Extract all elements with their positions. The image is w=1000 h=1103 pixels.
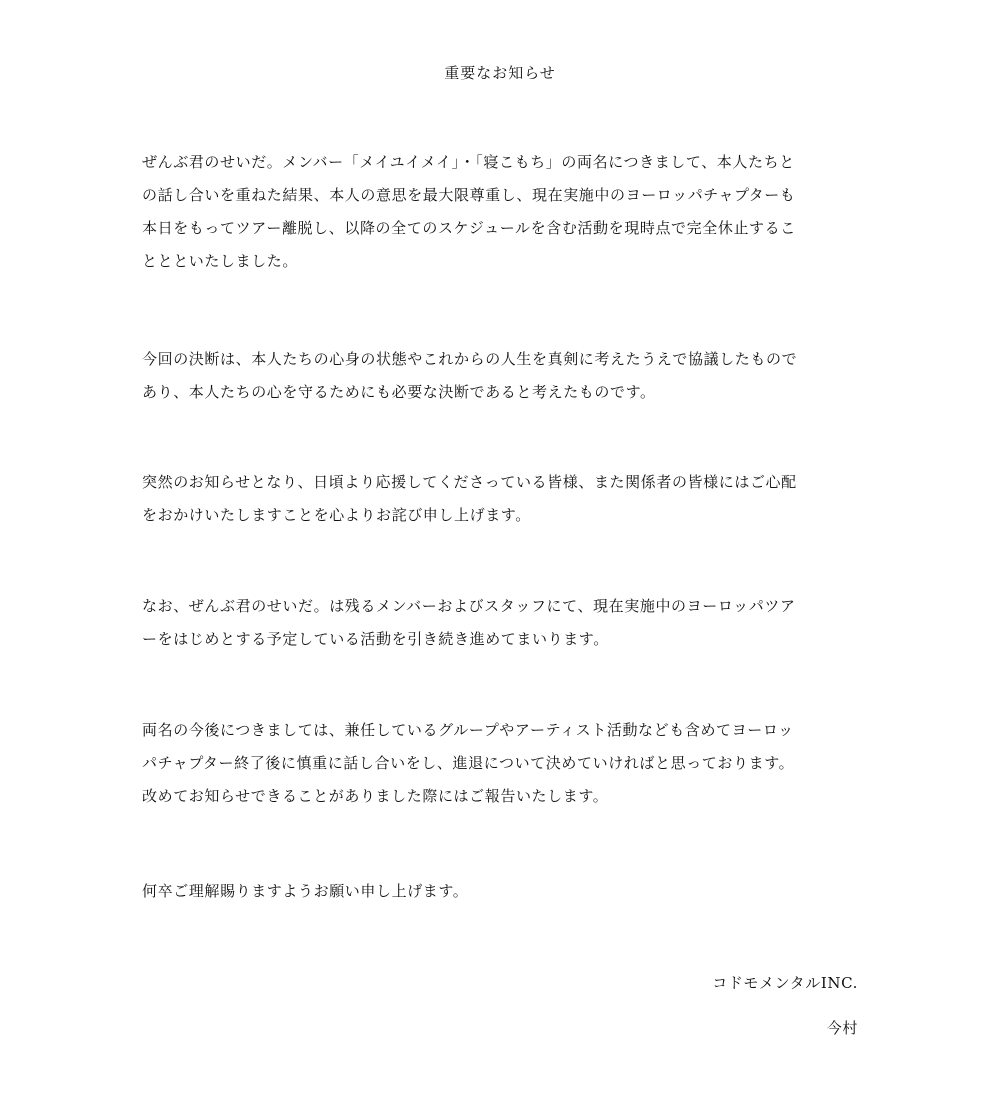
signature-name: 今村	[826, 1019, 858, 1037]
paragraph-continuation	[142, 590, 860, 656]
page-title: 重要なお知らせ	[444, 64, 556, 82]
paragraph-future	[142, 714, 860, 813]
paragraph-line: 突然のお知らせとなり、日頃より応援してくださっている皆様、また関係者の皆様にはご心配	[142, 473, 797, 491]
paragraph-line: 今回の決断は、本人たちの心身の状態やこれからの人生を真剣に考えたうえで協議したもので	[142, 350, 798, 368]
paragraph-closing	[142, 875, 860, 908]
paragraph-decision	[142, 343, 860, 409]
paragraph-line: 両名の今後につきましては、兼任しているグループやアーティスト活動なども含めてヨーロッ	[142, 721, 794, 739]
paragraph-line: ーをはじめとする予定している活動を引き続き進めてまいります。	[142, 630, 609, 648]
paragraph-line: ぜんぶ君のせいだ。メンバー「メイユイメイ」・「寝こもち」の両名につきまして、本人たちと	[142, 153, 795, 171]
paragraph-apology	[142, 466, 860, 532]
paragraph-line: 改めてお知らせできることがありました際にはご報告いたします。	[142, 787, 609, 805]
paragraph-announcement	[142, 146, 860, 278]
paragraph-line: 本日をもってツアー離脱し、以降の全てのスケジュールを含む活動を現時点で完全休止するこ	[142, 219, 796, 237]
paragraph-line: あり、本人たちの心を守るためにも必要な決断であると考えたものです。	[142, 383, 656, 401]
paragraph-line: ととといたしました。	[142, 252, 299, 270]
paragraph-line: の話し合いを重ねた結果、本人の意思を最大限尊重し、現在実施中のヨーロッパチャプターも	[142, 186, 796, 204]
paragraph-line: をおかけいたしますことを心よりお詫び申し上げます。	[142, 506, 531, 524]
paragraph-line: なお、ぜんぶ君のせいだ。は残るメンバーおよびスタッフにて、現在実施中のヨーロッパツア	[142, 597, 796, 615]
paragraph-line: 何卒ご理解賜りますようお願い申し上げます。	[142, 882, 469, 900]
signature-company: コドモメンタルINC.	[712, 974, 858, 992]
paragraph-line: パチャプター終了後に慎重に話し合いをし、進退について決めていければと思っております。	[142, 754, 795, 772]
